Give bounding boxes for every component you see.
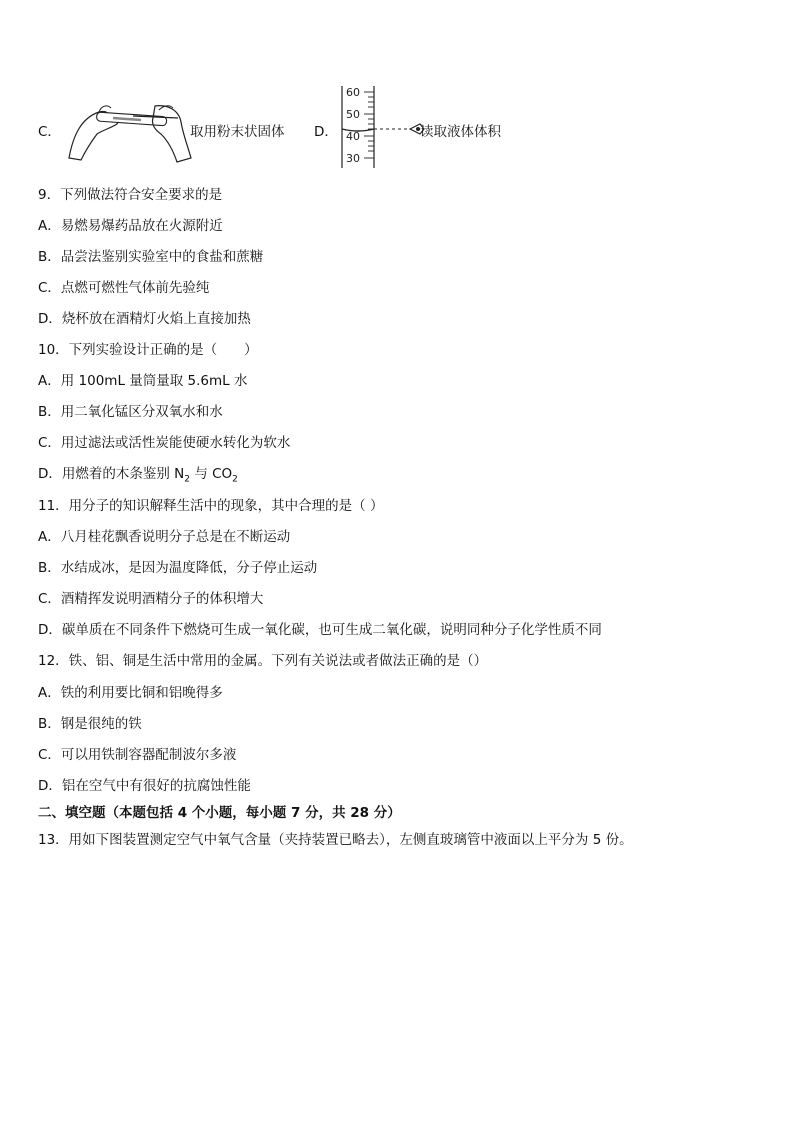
question-9-option-c: C．点燃可燃性气体前先验纯 xyxy=(38,280,210,296)
option-d-caption: 读取液体体积 xyxy=(420,124,501,140)
section-2-heading: 二、填空题（本题包括 4 个小题，每小题 7 分，共 28 分） xyxy=(38,805,401,821)
question-13-stem: 13．用如下图装置测定空气中氧气含量（夹持装置已略去），左侧直玻璃管中液面以上平分为 5 份。 xyxy=(38,832,633,848)
q10-d-prefix: D．用燃着的木条鉴别 N xyxy=(38,466,185,482)
question-9-option-d: D．烧杯放在酒精灯火焰上直接加热 xyxy=(38,311,251,327)
question-12-option-a: A．铁的利用要比铜和铝晚得多 xyxy=(38,685,223,701)
graduated-cylinder-illustration xyxy=(338,86,428,170)
question-12-option-b: B．钢是很纯的铁 xyxy=(38,716,142,732)
q10-d-sub2: 2 xyxy=(232,474,238,485)
q10-d-sub1: 2 xyxy=(184,474,191,485)
question-10-option-d xyxy=(38,465,238,489)
powder-solid-illustration xyxy=(63,96,193,166)
question-12-stem: 12．铁、铝、铜是生活中常用的金属。下列有关说法或者做法正确的是（） xyxy=(38,653,488,669)
question-10-option-a: A．用 100mL 量筒量取 5.6mL 水 xyxy=(38,373,248,389)
question-9-option-b: B．品尝法鉴别实验室中的食盐和蔗糖 xyxy=(38,249,264,265)
cylinder-tick-50: 50 xyxy=(346,108,360,121)
q10-d-mid: 与 CO xyxy=(190,466,233,482)
question-10-option-c: C．用过滤法或活性炭能使硬水转化为软水 xyxy=(38,435,291,451)
option-c-caption: 取用粉末状固体 xyxy=(190,124,285,140)
cylinder-tick-40: 40 xyxy=(346,130,360,143)
question-9-option-a: A．易燃易爆药品放在火源附近 xyxy=(38,218,223,234)
cylinder-tick-30: 30 xyxy=(346,152,360,165)
question-10-option-b: B．用二氧化锰区分双氧水和水 xyxy=(38,404,223,420)
question-11-option-a: A．八月桂花飘香说明分子总是在不断运动 xyxy=(38,529,291,545)
option-d-label: D． xyxy=(314,124,338,140)
question-11-option-d: D．碳单质在不同条件下燃烧可生成一氧化碳，也可生成二氧化碳，说明同种分子化学性质不同 xyxy=(38,622,602,638)
question-9-stem: 9．下列做法符合安全要求的是 xyxy=(38,187,223,203)
question-11-option-c: C．酒精挥发说明酒精分子的体积增大 xyxy=(38,591,264,607)
option-c-label: C． xyxy=(38,124,61,140)
q8-options-images xyxy=(38,86,738,170)
question-11-option-b: B．水结成冰，是因为温度降低，分子停止运动 xyxy=(38,560,318,576)
question-12-option-d: D．铝在空气中有很好的抗腐蚀性能 xyxy=(38,778,251,794)
cylinder-tick-60: 60 xyxy=(346,86,360,99)
question-10-stem: 10．下列实验设计正确的是（ ） xyxy=(38,342,258,358)
question-12-option-c: C．可以用铁制容器配制波尔多液 xyxy=(38,747,237,763)
question-11-stem: 11．用分子的知识解释生活中的现象，其中合理的是（ ） xyxy=(38,498,384,514)
